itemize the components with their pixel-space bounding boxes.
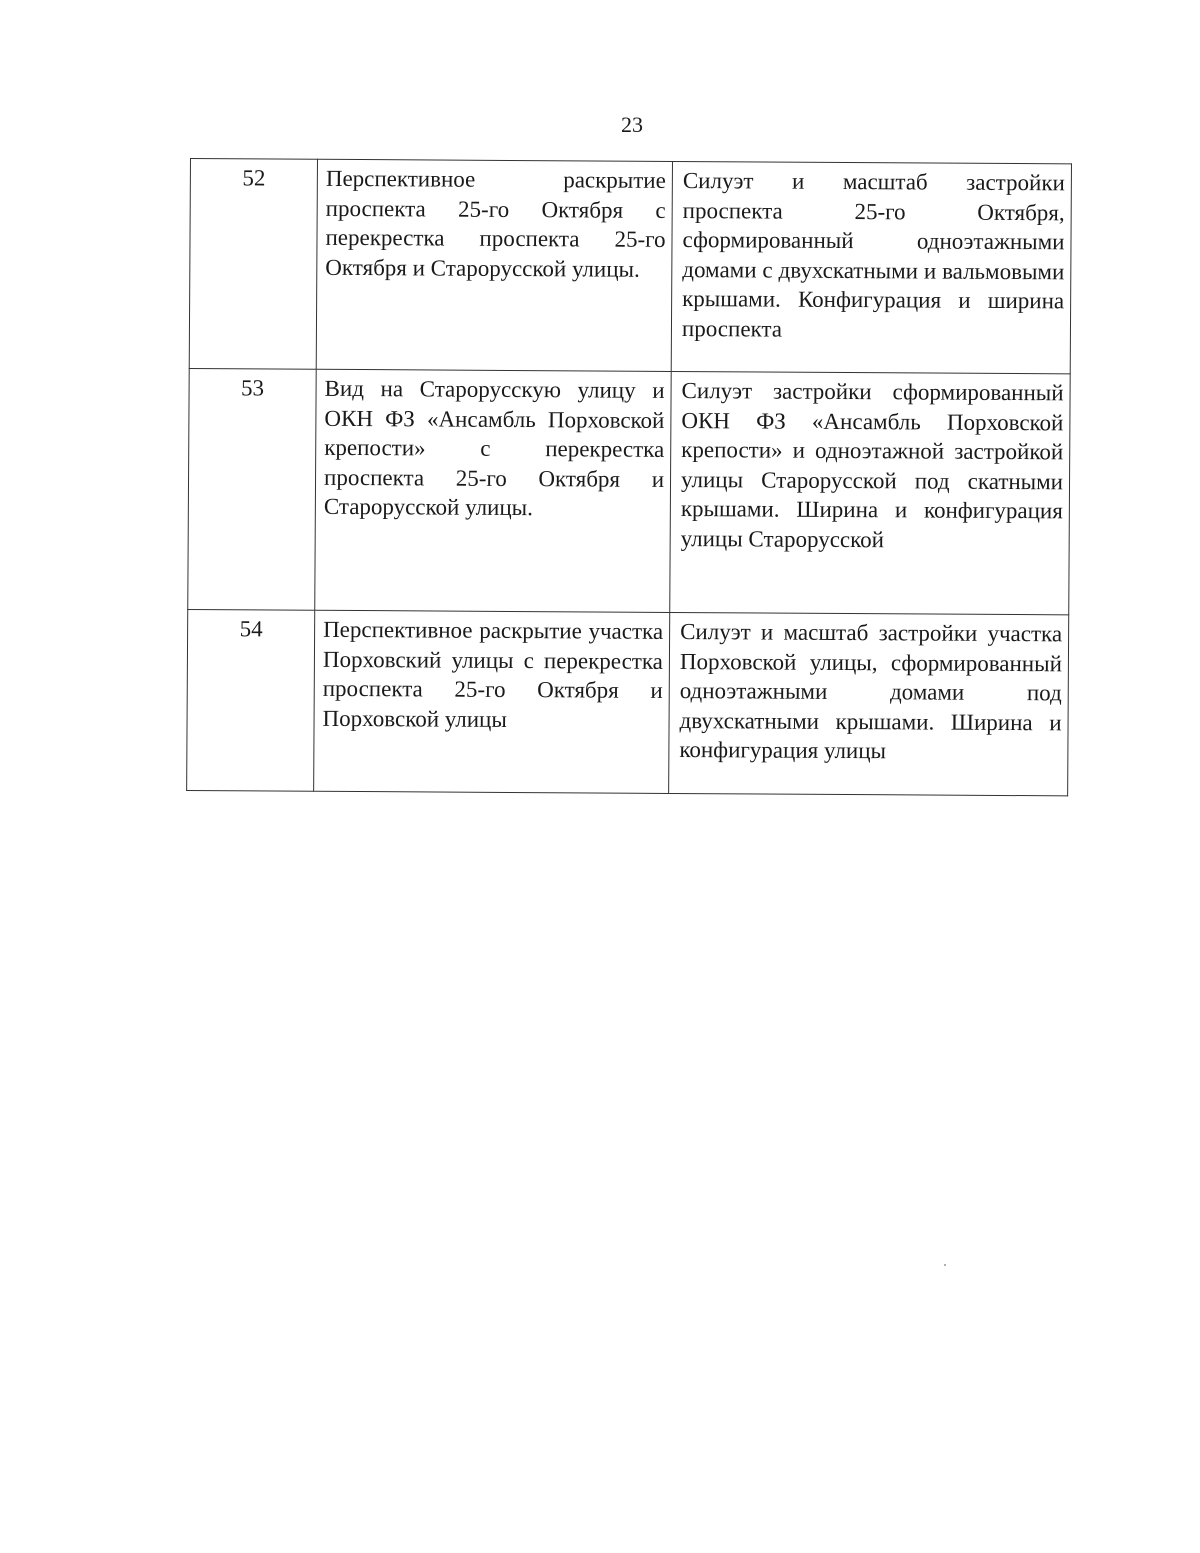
table-row (188, 368, 1070, 614)
view-description-cell: Перспективное раскрытие участка Порховский улицы с перекрестка проспекта 25-го Октября и Порховской улицы (314, 610, 670, 793)
view-description-cell: Вид на Старорусскую улицу и ОКН ФЗ «Ансамбль Порховской крепости» с перекрестка проспекта 25-го Октября и Старорусской улицы. (315, 369, 671, 612)
protected-features-cell: Силуэт и масштаб застройки участка Порховской улицы, сформированный одноэтажными домами под двухскатными крышами. Ширина и конфигурация улицы (669, 612, 1069, 795)
scan-speck (944, 1264, 946, 1266)
viewpoints-table (186, 158, 1072, 796)
row-number-cell: 53 (188, 368, 316, 610)
row-number-cell: 52 (189, 159, 317, 370)
view-description-cell: Перспективное раскрытие проспекта 25-го Октября с перекрестка проспекта 25-го Октября и Старорусской улицы. (316, 159, 672, 371)
page-number: 23 (621, 112, 643, 137)
protected-features-cell: Силуэт и масштаб застройки проспекта 25-го Октября, сформированный одноэтажными домами с двухскатными и вальмовыми крышами. Конфигурация и ширина проспекта (671, 161, 1071, 373)
row-number-cell: 54 (187, 609, 315, 791)
protected-features-cell: Силуэт застройки сформированный ОКН ФЗ «Ансамбль Порховской крепости» и одноэтажной застройкой улицы Старорусской под скатными крышами. Ширина и конфигурация улицы Старорусской (670, 371, 1070, 614)
table-row (189, 159, 1071, 374)
table-row (187, 609, 1069, 795)
